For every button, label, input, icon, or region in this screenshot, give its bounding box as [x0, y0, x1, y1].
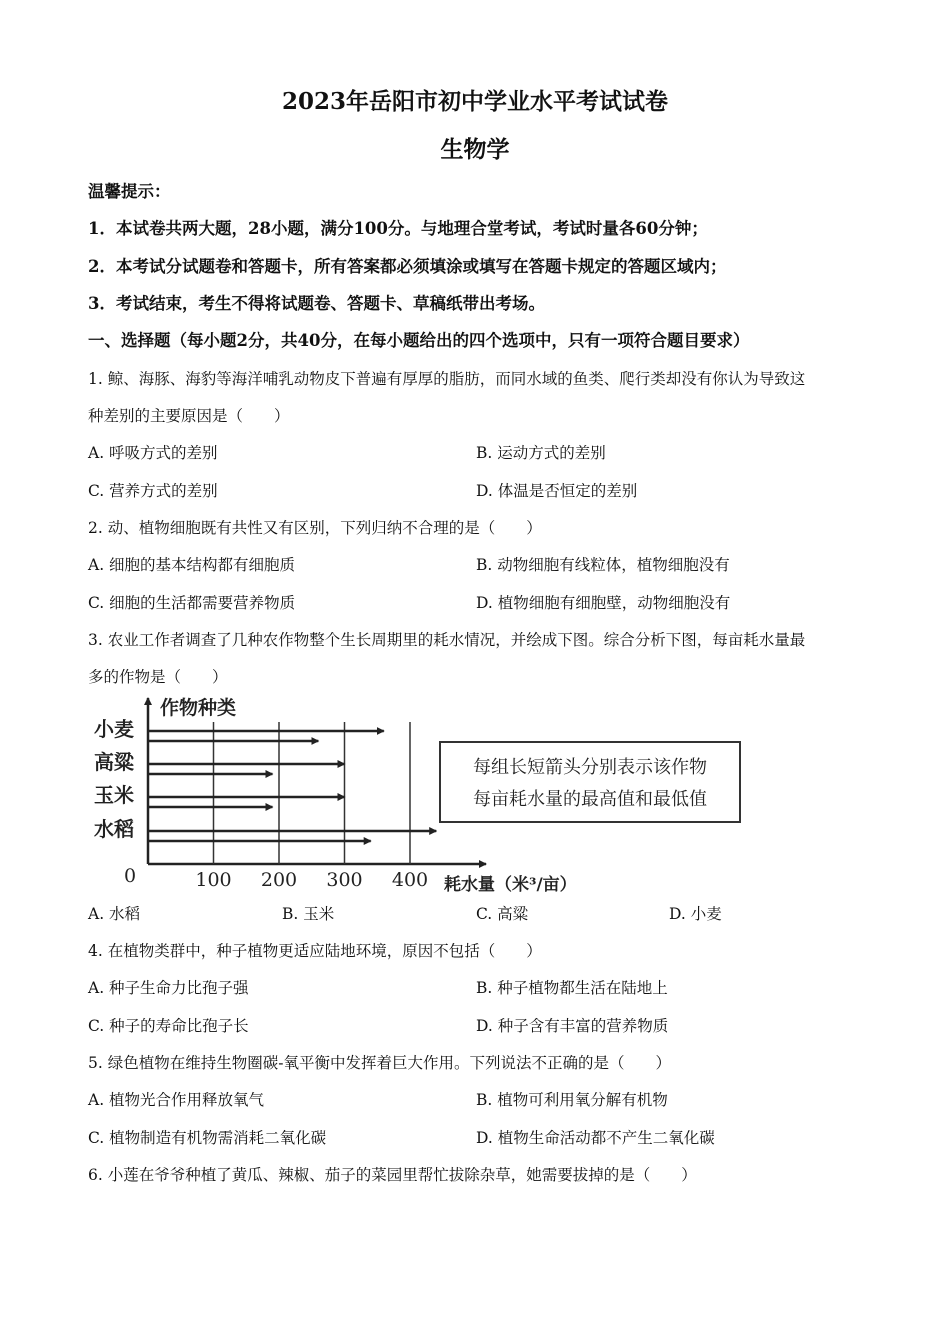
question-text: 4. 在植物类群中，种子植物更适应陆地环境，原因不包括（ ） — [88, 942, 542, 960]
option-b: B. 种子植物都生活在陆地上 — [476, 979, 668, 997]
option-a: A. 细胞的基本结构都有细胞质 — [88, 556, 296, 574]
subject-title: 生物学 — [440, 136, 510, 163]
option-c: C. 营养方式的差别 — [88, 482, 218, 500]
option-d: D. 植物细胞有细胞壁，动物细胞没有 — [476, 594, 731, 612]
question-text: 5. 绿色植物在维持生物圈碳-氧平衡中发挥着巨大作用。下列说法不正确的是（ ） — [88, 1054, 671, 1072]
question-text: 种差别的主要原因是（ ） — [88, 407, 290, 425]
option-a: A. 种子生命力比孢子强 — [88, 979, 249, 997]
x-axis-title: 耗水量（米³/亩） — [444, 875, 577, 893]
option-a: A. 水稻 — [88, 905, 141, 923]
option-d: D. 体温是否恒定的差别 — [476, 482, 638, 500]
note-text: 每组长短箭头分别表示该作物 — [473, 757, 707, 778]
water-consumption-chart — [88, 688, 748, 893]
category-label: 高粱 — [94, 750, 134, 774]
option-b: B. 植物可利用氧分解有机物 — [476, 1091, 668, 1109]
question-text: 6. 小莲在爷爷种植了黄瓜、辣椒、茄子的菜园里帮忙拔除杂草，她需要拔掉的是（ ） — [88, 1166, 697, 1184]
origin-label: 0 — [123, 865, 137, 887]
tip-item: 2．本考试分试题卷和答题卡，所有答案都必须填涂或填写在答题卡规定的答题区域内； — [88, 257, 727, 276]
question-text: 2. 动、植物细胞既有共性又有区别，下列归纳不合理的是（ ） — [88, 519, 542, 537]
category-label: 玉米 — [94, 783, 134, 807]
x-tick-label: 100 — [195, 869, 232, 891]
option-d: D. 种子含有丰富的营养物质 — [476, 1017, 669, 1035]
category-label: 水稻 — [94, 817, 134, 841]
option-b: B. 玉米 — [282, 905, 335, 923]
option-a: A. 植物光合作用释放氧气 — [88, 1091, 265, 1109]
question-text: 多的作物是（ ） — [88, 668, 228, 686]
tip-item: 3．考试结束，考生不得将试题卷、答题卡、草稿纸带出考场。 — [88, 294, 545, 313]
tip-item: 1．本试卷共两大题，28小题，满分100分。与地理合堂考试，考试时量各60分钟； — [88, 219, 708, 238]
exam-title: 2023年岳阳市初中学业水平考试试卷 — [281, 88, 668, 115]
question-text: 1. 鲸、海豚、海豹等海洋哺乳动物皮下普遍有厚厚的脂肪，而同水域的鱼类、爬行类却没有你认为导致这 — [88, 370, 806, 388]
option-c: C. 高粱 — [476, 905, 529, 923]
x-tick-label: 400 — [391, 869, 429, 891]
section-title: 一、选择题（每小题2分，共40分，在每小题给出的四个选项中，只有一项符合题目要求） — [88, 331, 750, 350]
question-text: 3. 农业工作者调查了几种农作物整个生长周期里的耗水情况，并绘成下图。综合分析下图，每亩耗水量最 — [88, 631, 806, 649]
x-tick-label: 300 — [326, 869, 363, 891]
y-axis-title: 作物种类 — [160, 697, 237, 719]
note-box — [440, 742, 740, 822]
option-b: B. 动物细胞有线粒体，植物细胞没有 — [476, 556, 730, 574]
note-text: 每亩耗水量的最高值和最低值 — [473, 789, 707, 810]
option-d: D. 植物生命活动都不产生二氧化碳 — [476, 1129, 715, 1147]
option-d: D. 小麦 — [669, 905, 722, 923]
option-b: B. 运动方式的差别 — [476, 444, 606, 462]
tips-heading: 温馨提示： — [88, 182, 171, 201]
category-label: 小麦 — [94, 717, 134, 741]
x-tick-label: 200 — [260, 869, 298, 891]
option-c: C. 细胞的生活都需要营养物质 — [88, 594, 296, 612]
option-a: A. 呼吸方式的差别 — [88, 444, 218, 462]
option-c: C. 植物制造有机物需消耗二氧化碳 — [88, 1129, 327, 1147]
option-c: C. 种子的寿命比孢子长 — [88, 1017, 249, 1035]
